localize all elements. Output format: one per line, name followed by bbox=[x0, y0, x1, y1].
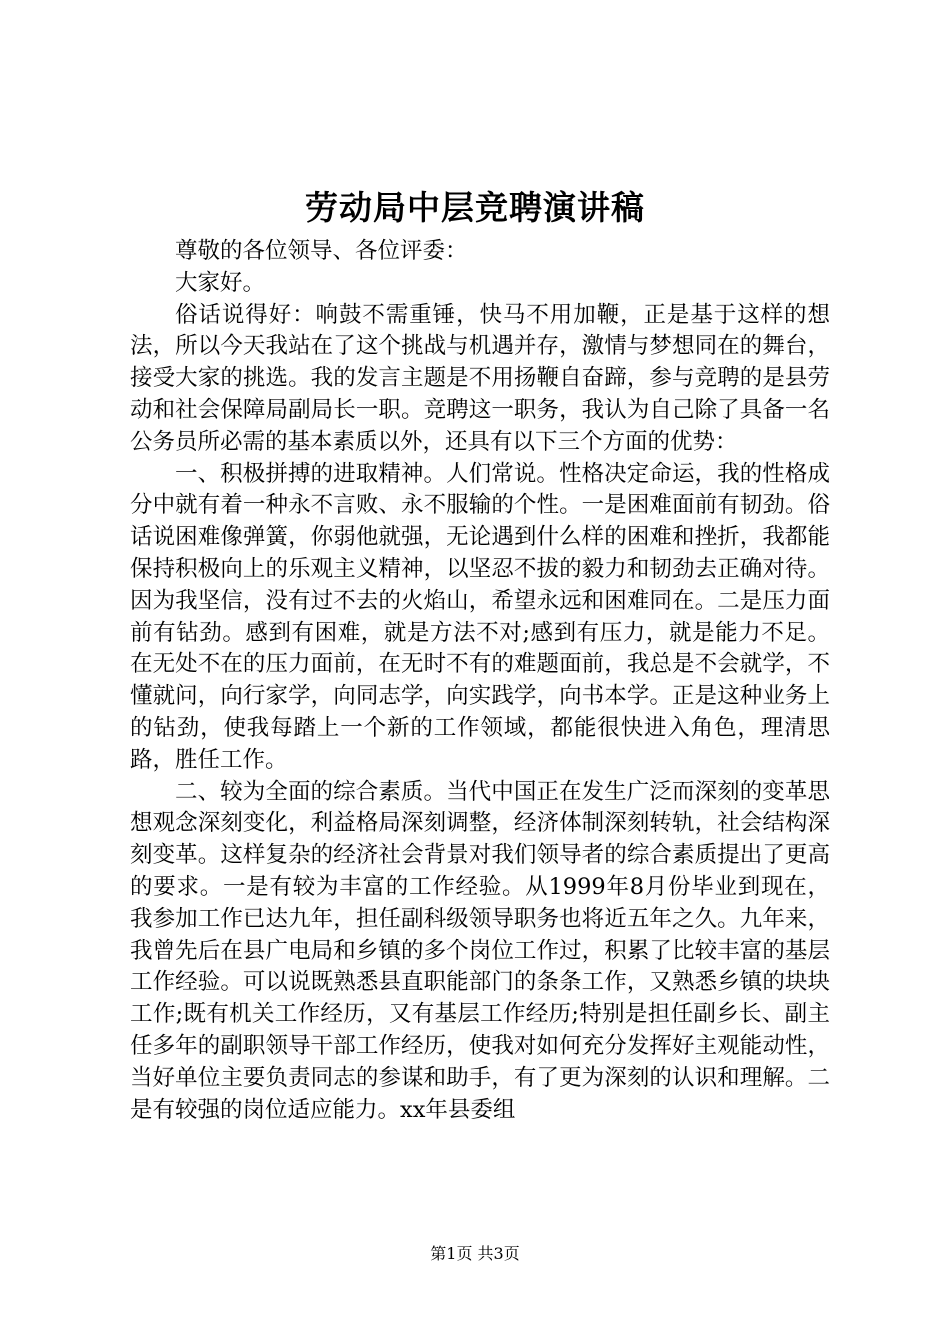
paragraph-intro: 俗话说得好：响鼓不需重锤，快马不用加鞭，正是基于这样的想法，所以今天我站在了这个挑战与机遇并存，激情与梦想同在的舞台，接受大家的挑选。我的发言主题是不用扬鞭自奋蹄，参与竞聘的是县劳动和社会保障局副局长一职。竞聘这一职务，我认为自己除了具备一名公务员所必需的基本素质以外，还具有以下三个方面的优势： bbox=[130, 301, 830, 455]
document-body bbox=[130, 236, 830, 1126]
greeting: 大家好。 bbox=[175, 269, 266, 296]
paragraph-section-one: 一、积极拼搏的进取精神。人们常说。性格决定命运，我的性格成分中就有着一种永不言败、永不服输的个性。一是困难面前有韧劲。俗话说困难像弹簧，你弱他就强，无论遇到什么样的困难和挫折，我都能保持积极向上的乐观主义精神，以坚忍不拔的毅力和韧劲去正确对待。因为我坚信，没有过不去的火焰山，希望永远和困难同在。二是压力面前有钻劲。感到有困难，就是方法不对;感到有压力，就是能力不足。在无处不在的压力面前，在无时不有的难题面前，我总是不会就学，不懂就问，向行家学，向同志学，向实践学，向书本学。正是这种业务上的钻劲，使我每踏上一个新的工作领域，都能很快进入角色，理清思路，胜任工作。 bbox=[130, 460, 830, 773]
salutation: 尊敬的各位领导、各位评委： bbox=[175, 238, 468, 264]
paragraph-section-two: 二、较为全面的综合素质。当代中国正在发生广泛而深刻的变革思想观念深刻变化，利益格局深刻调整，经济体制深刻转轨，社会结构深刻变革。这样复杂的经济社会背景对我们领导者的综合素质提出了更高的要求。一是有较为丰富的工作经验。从1999年8月份毕业到现在，我参加工作已达九年，担任副科级领导职务也将近五年之久。九年来，我曾先后在县广电局和乡镇的多个岗位工作过，积累了比较丰富的基层工作经验。可以说既熟悉县直职能部门的条条工作，又熟悉乡镇的块块工作;既有机关工作经历，又有基层工作经历;特别是担任副乡长、副主任多年的副职领导干部工作经历，使我对如何充分发挥好主观能动性，当好单位主要负责同志的参谋和助手，有了更为深刻的认识和理解。二是有较强的岗位适应能力。xx年县委组 bbox=[130, 778, 830, 1123]
document-title: 劳动局中层竞聘演讲稿 bbox=[305, 188, 645, 227]
page-footer: 第1页 共3页 bbox=[430, 1244, 520, 1263]
